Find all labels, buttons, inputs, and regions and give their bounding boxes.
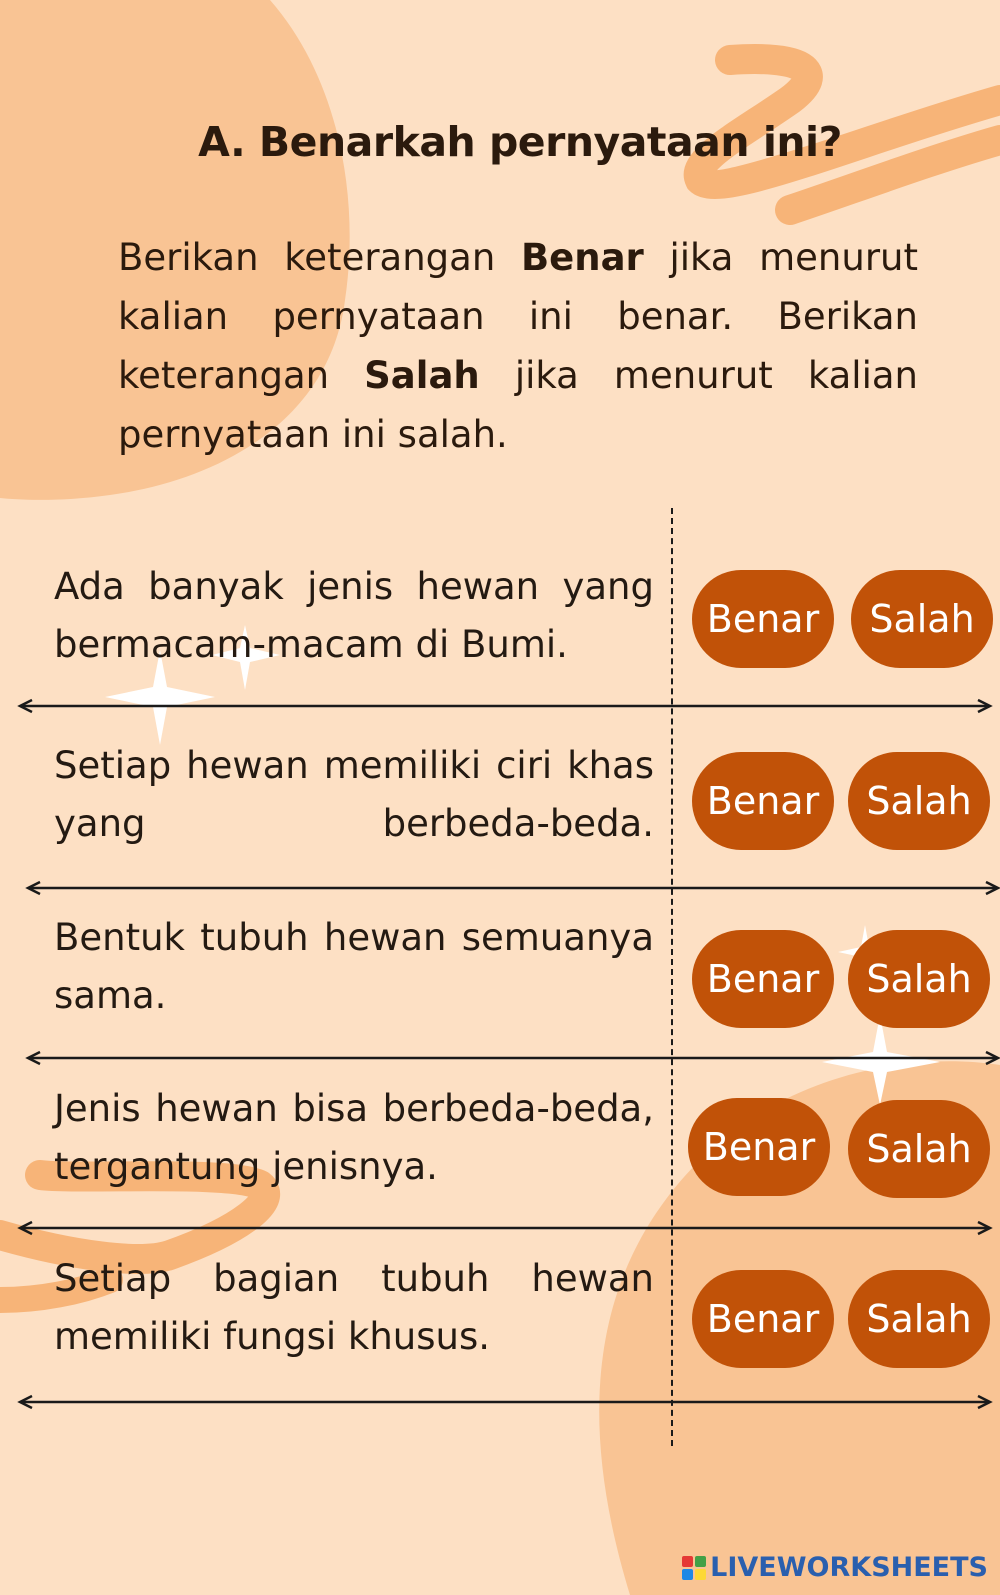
column-divider — [671, 508, 673, 1446]
instructions — [118, 228, 918, 464]
instructions-text: Berikan keterangan — [118, 236, 521, 279]
statement-2-benar-button[interactable]: Benar — [692, 752, 834, 850]
statement-1-salah-button[interactable]: Salah — [851, 570, 993, 668]
statement-4: Jenis hewan bisa berbeda-beda, tergantung jenisnya. — [54, 1087, 654, 1188]
statement-4-benar-button[interactable]: Benar — [688, 1098, 830, 1196]
statement-3-salah-button[interactable]: Salah — [848, 930, 990, 1028]
instructions-text: jika menurut kalian pernyataan ini salah. — [118, 354, 918, 456]
statement-3: Bentuk tubuh hewan semuanya sama. — [54, 916, 654, 1017]
statement-5-benar-button[interactable]: Benar — [692, 1270, 834, 1368]
instructions-keyword-salah: Salah — [364, 354, 480, 397]
statement-1: Ada banyak jenis hewan yang bermacam-macam di Bumi. — [54, 565, 654, 666]
row-separator — [0, 1218, 1000, 1238]
instructions-keyword-benar: Benar — [520, 236, 644, 279]
statement-1-benar-button[interactable]: Benar — [692, 570, 834, 668]
row-separator — [0, 878, 1000, 898]
statement-2: Setiap hewan memiliki ciri khas yang berbeda-beda. — [54, 744, 654, 845]
instructions-text: jika menurut kalian pernyataan ini benar. Berikan keterangan — [118, 236, 918, 397]
statement-3-benar-button[interactable]: Benar — [692, 930, 834, 1028]
liveworksheets-brand[interactable] — [682, 1552, 988, 1583]
statement-5: Setiap bagian tubuh hewan memiliki fungsi khusus. — [54, 1257, 654, 1358]
page-title: A. Benarkah pernyataan ini? — [198, 118, 842, 166]
statement-4-salah-button[interactable]: Salah — [848, 1100, 990, 1198]
row-separator — [0, 696, 1000, 716]
brand-name: LIVEWORKSHEETS — [710, 1552, 988, 1583]
row-separator — [0, 1392, 1000, 1412]
statement-5-salah-button[interactable]: Salah — [848, 1270, 990, 1368]
statement-2-salah-button[interactable]: Salah — [848, 752, 990, 850]
row-separator — [0, 1048, 1000, 1068]
liveworksheets-logo-icon — [682, 1556, 706, 1580]
